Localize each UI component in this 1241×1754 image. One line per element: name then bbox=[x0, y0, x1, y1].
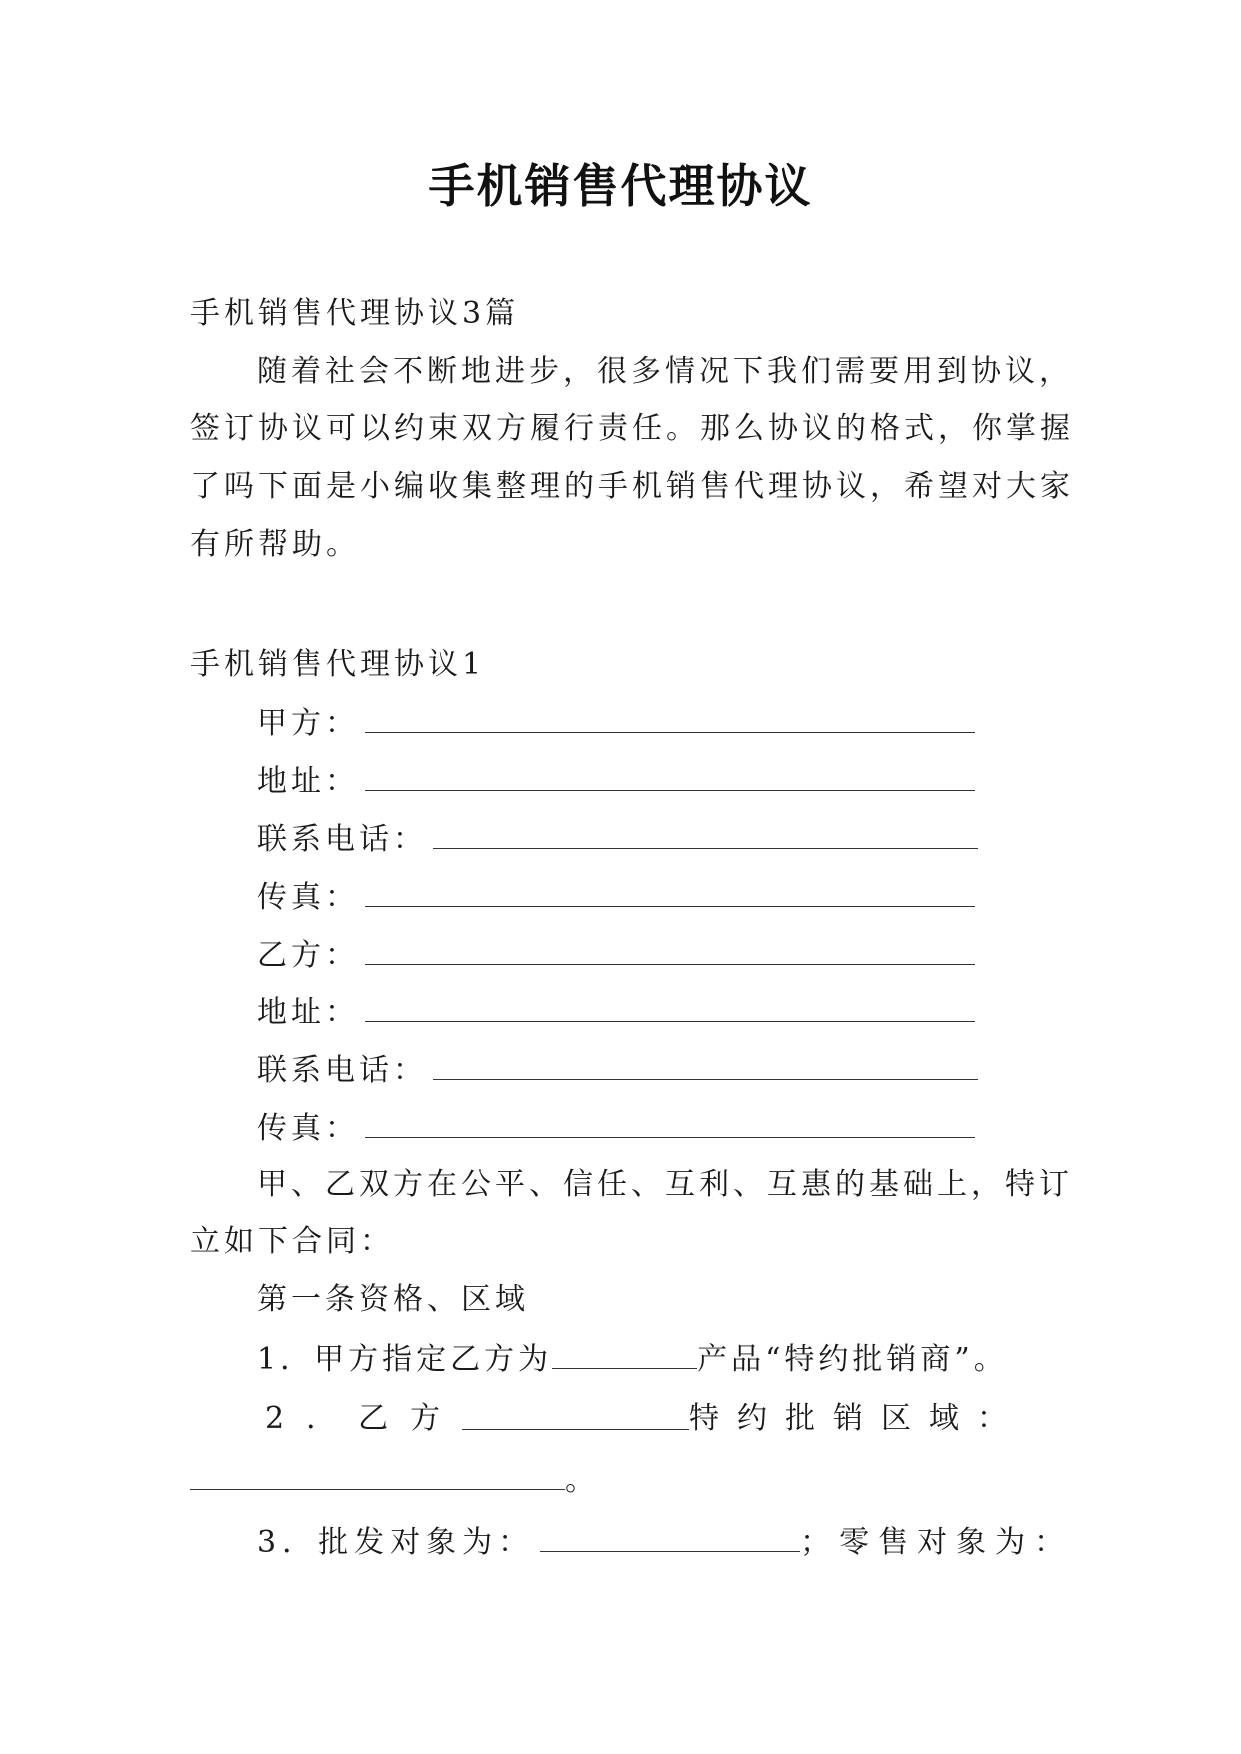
fill-in-blank bbox=[462, 1399, 689, 1430]
field-label: 地址： bbox=[257, 995, 359, 1030]
clause-text: 。 bbox=[565, 1463, 599, 1498]
field-label: 联系电话： bbox=[257, 1053, 427, 1088]
clause-2-continuation bbox=[190, 1459, 599, 1501]
clause-1 bbox=[257, 1338, 1008, 1380]
section-title: 手机销售代理协议1 bbox=[190, 647, 486, 682]
clause-text: 3．批发对象为： bbox=[257, 1525, 535, 1560]
field-label: 甲方： bbox=[257, 706, 359, 741]
field-label: 传真： bbox=[257, 1111, 359, 1146]
field-address-a bbox=[257, 760, 975, 802]
document-title: 手机销售代理协议 bbox=[428, 159, 813, 213]
fill-in-blank bbox=[365, 760, 975, 791]
field-phone-b bbox=[257, 1049, 978, 1091]
fill-in-blank bbox=[433, 818, 978, 849]
intro-line-3: 了吗下面是小编收集整理的手机销售代理协议，希望对大家 bbox=[190, 469, 1074, 504]
intro-line-1: 随着社会不断地进步，很多情况下我们需要用到协议， bbox=[257, 354, 1073, 389]
field-label: 联系电话： bbox=[257, 822, 427, 857]
field-party-b bbox=[257, 934, 975, 976]
fill-in-blank bbox=[365, 934, 975, 965]
fill-in-blank bbox=[365, 991, 975, 1022]
document-subtitle: 手机销售代理协议3篇 bbox=[190, 296, 520, 331]
field-label: 传真： bbox=[257, 880, 359, 915]
fill-in-blank bbox=[552, 1338, 697, 1369]
field-address-b bbox=[257, 991, 975, 1033]
intro-line-2: 签订协议可以约束双方履行责任。那么协议的格式，你掌握 bbox=[190, 411, 1074, 446]
clause-text: 产品“特约批销商”。 bbox=[697, 1342, 1008, 1377]
field-fax-a bbox=[257, 876, 975, 918]
clause-3 bbox=[257, 1521, 1073, 1563]
clause-text: 2．乙方 bbox=[265, 1401, 463, 1436]
field-party-a bbox=[257, 702, 975, 744]
clause-text: ；零售对象为： bbox=[800, 1525, 1074, 1560]
preamble-line-2: 立如下合同： bbox=[190, 1224, 394, 1259]
clause-2 bbox=[265, 1399, 1025, 1439]
field-label: 乙方： bbox=[257, 938, 359, 973]
article-1-heading: 第一条资格、区域 bbox=[257, 1282, 529, 1317]
fill-in-blank bbox=[365, 1107, 975, 1138]
intro-line-4: 有所帮助。 bbox=[190, 527, 360, 562]
field-phone-a bbox=[257, 818, 978, 860]
fill-in-blank bbox=[365, 876, 975, 907]
clause-text: 特约批销区域： bbox=[689, 1401, 1025, 1436]
fill-in-blank bbox=[433, 1049, 978, 1080]
clause-text: 1．甲方指定乙方为 bbox=[257, 1342, 553, 1377]
fill-in-blank bbox=[540, 1521, 800, 1552]
fill-in-blank bbox=[365, 702, 975, 733]
field-fax-b bbox=[257, 1107, 975, 1149]
fill-in-blank bbox=[190, 1459, 565, 1490]
field-label: 地址： bbox=[257, 764, 359, 799]
preamble-line-1: 甲、乙双方在公平、信任、互利、互惠的基础上，特订 bbox=[257, 1167, 1073, 1202]
